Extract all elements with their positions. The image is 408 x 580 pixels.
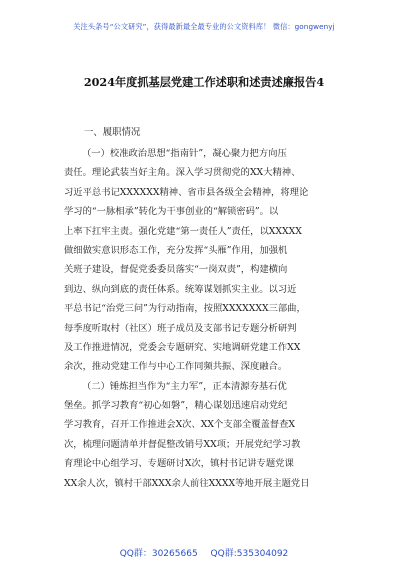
document-title: 2024年度抓基层党建工作述职和述责述廉报告4 bbox=[83, 75, 325, 89]
body-line: 平总书记“治党三问”为行动指南，按照XXXXXXX三部曲， bbox=[64, 303, 306, 315]
qq-group-1: QQ群：30265665 bbox=[119, 549, 198, 559]
body-line: 每季度听取村（社区）班子成员及支部书记专题分析研判 bbox=[64, 322, 297, 334]
body-line: 习近平总书记XXXXXX精神、省市县各级全会精神，将理论 bbox=[64, 186, 309, 198]
body-line: 关班子建设，督促党委委员落实“一岗双责”，构建横向 bbox=[64, 264, 288, 276]
section-heading: 一、履职情况 bbox=[84, 127, 141, 138]
body-line: 学习的“一脉相承”转化为干事创业的“解锁密码”。以 bbox=[64, 206, 279, 218]
promo-banner: 关注头条号“公文研究”，获得最新最全最专业的公文资料库！ 微信：gongwenyj bbox=[73, 22, 335, 31]
body-line: 余次，推动党建工作与中心工作同频共振、深度融合。 bbox=[64, 361, 288, 373]
body-line: 学习教育，召开工作推进会X次、XX个支部全覆盖督查X bbox=[64, 419, 296, 431]
body-line: 责任。理论武装当好主角。深入学习贯彻党的XX大精神、 bbox=[64, 167, 301, 179]
body-line: XX余人次，镇村干部XXX余人前往XXXX等地开展主题党日 bbox=[64, 477, 310, 489]
body-line: 堡垒。抓学习教育“初心如磐”，精心谋划迅速启动党纪 bbox=[64, 400, 288, 412]
document-body bbox=[64, 144, 360, 493]
body-line: （二）锤炼担当作为“主力军”，正本清源夯基石优 bbox=[82, 380, 287, 392]
body-line: （一）校准政治思想“指南针”，凝心聚力把方向压 bbox=[82, 148, 287, 159]
body-line: 育理论中心组学习、专题研讨X次，镇村书记讲专题党课 bbox=[64, 458, 294, 470]
body-line: 次，梳理问题清单并督促整改销号XX项；开展党纪学习教 bbox=[64, 438, 301, 450]
footer-banner bbox=[0, 546, 408, 559]
qq-group-2: QQ群:535304092 bbox=[210, 549, 289, 559]
body-line: 做细做实意识形态工作，充分发挥“头雁”作用，加强机 bbox=[64, 244, 288, 256]
body-line: 到边、纵向到底的责任体系。统筹谋划抓实主业。以习近 bbox=[64, 283, 297, 295]
body-line: 及工作推进情况，党委会专题研究、实地调研党建工作XX bbox=[64, 341, 301, 353]
body-line: 上率下扛牢主责。强化党建“第一责任人”责任，以XXXXX bbox=[64, 225, 302, 237]
